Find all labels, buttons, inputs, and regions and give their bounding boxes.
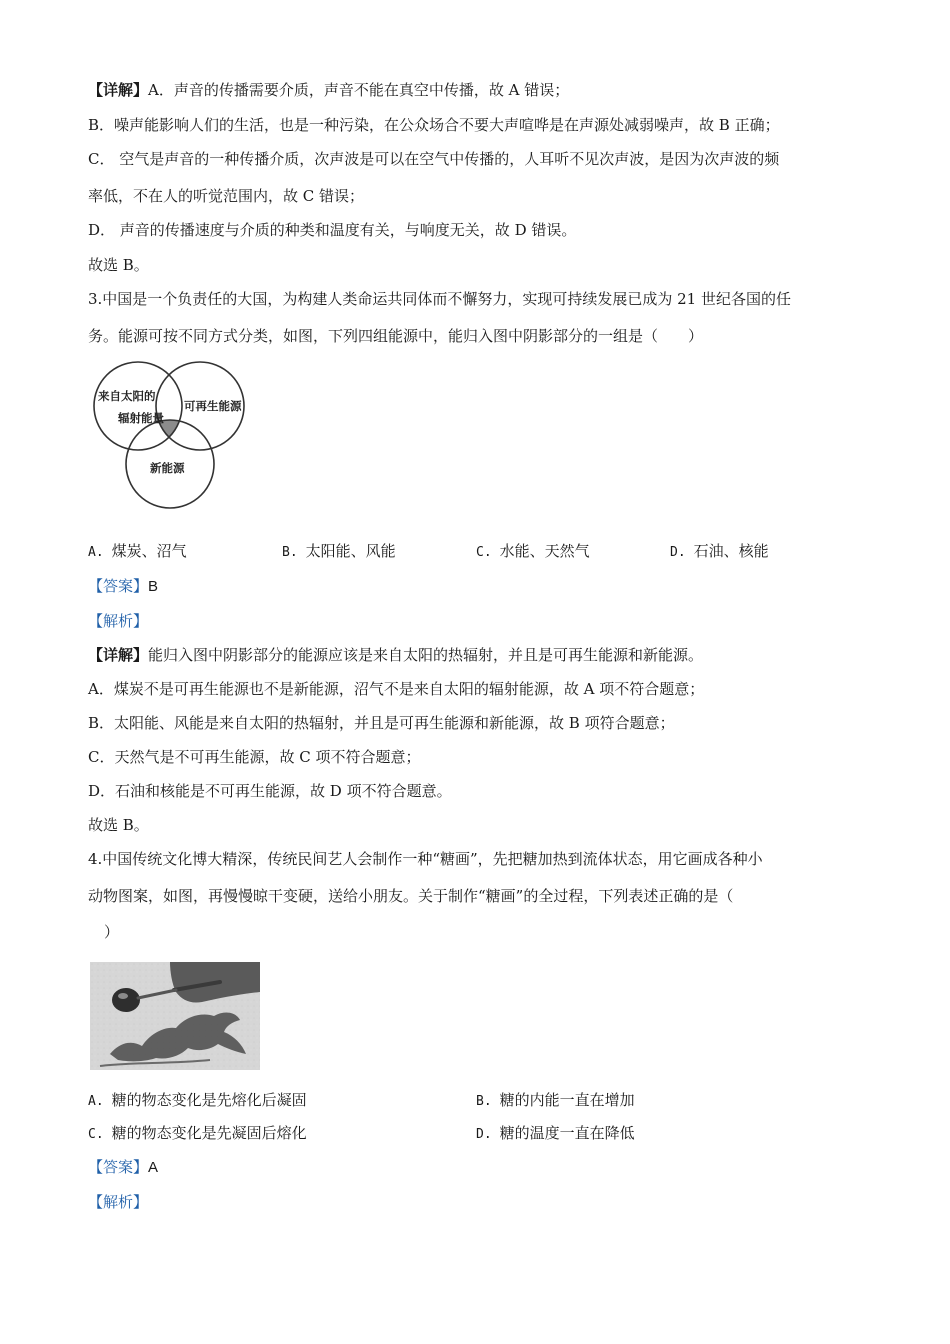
prev-detail-c1: C． 空气是声音的一种传播介质，次声波是可以在空气中传播的，人耳听不见次声波，是因为次声波的频: [88, 150, 780, 168]
detail-tag: 【详解】: [88, 646, 149, 664]
q3-analysis-tag: 【解析】: [88, 612, 149, 630]
option-letter: D.: [670, 545, 686, 560]
option-text: 石油、核能: [693, 542, 769, 560]
q3-option-c[interactable]: [476, 541, 590, 563]
ladle-shape: [112, 988, 140, 1012]
q3-answer: [88, 576, 158, 597]
q3-option-b[interactable]: [282, 541, 396, 563]
q4-option-d[interactable]: [476, 1123, 635, 1145]
option-text: 糖的物态变化是先凝固后熔化: [111, 1124, 307, 1142]
option-letter: A.: [88, 1094, 104, 1109]
option-letter: C.: [476, 545, 492, 560]
q3-stem-line2: 务。能源可按不同方式分类，如图，下列四组能源中，能归入图中阴影部分的一组是（ ）: [88, 327, 704, 345]
venn-label-new: 新能源: [150, 461, 185, 475]
q3-detail-b: B．太阳能、风能是来自太阳的热辐射，并且是可再生能源和新能源，故 B 项符合题意；: [88, 714, 675, 732]
prev-detail-c2: 率低，不在人的听觉范围内，故 C 错误；: [88, 187, 365, 205]
option-text: 糖的物态变化是先熔化后凝固: [111, 1091, 307, 1109]
detail-text: 能归入图中阴影部分的能源应该是来自太阳的热辐射，并且是可再生能源和新能源。: [148, 646, 704, 664]
q4-stem-line2: 动物图案，如图，再慢慢晾干变硬，送给小朋友。关于制作“糖画”的全过程，下列表述正确的是（: [88, 887, 734, 905]
q4-analysis-tag: 【解析】: [88, 1193, 149, 1211]
q3-venn-diagram: [88, 360, 260, 512]
q4-option-c[interactable]: [88, 1123, 307, 1145]
option-letter: B.: [282, 545, 298, 560]
q4-option-b[interactable]: [476, 1090, 635, 1112]
option-letter: A.: [88, 545, 104, 560]
answer-tag: 【答案】: [88, 1158, 149, 1176]
answer-tag: 【答案】: [88, 577, 149, 595]
detail-tag: 【详解】: [88, 81, 149, 99]
q4-sugar-painting-photo: [90, 962, 260, 1070]
q3-option-a[interactable]: [88, 541, 187, 563]
option-text: 糖的内能一直在增加: [499, 1091, 635, 1109]
q3-stem-line1: 3.中国是一个负责任的大国，为构建人类命运共同体而不懈努力，实现可持续发展已成为 21 世纪各国的任: [88, 290, 791, 308]
option-text: 煤炭、沼气: [111, 542, 187, 560]
q3-conclusion: 故选 B。: [88, 816, 149, 834]
prev-detail-d: D． 声音的传播速度与介质的种类和温度有关，与响度无关，故 D 错误。: [88, 221, 577, 239]
q3-detail-d: D．石油和核能是不可再生能源，故 D 项不符合题意。: [88, 782, 452, 800]
q4-stem-line3: ）: [104, 923, 120, 941]
option-letter: D.: [476, 1127, 492, 1142]
prev-detail-a: [88, 80, 569, 100]
q3-detail-c: C．天然气是不可再生能源，故 C 项不符合题意；: [88, 748, 421, 766]
q3-detail-a: A．煤炭不是可再生能源也不是新能源，沼气不是来自太阳的辐射能源，故 A 项不符合题意；: [88, 680, 705, 698]
option-letter: B.: [476, 1094, 492, 1109]
q4-answer: [88, 1157, 158, 1178]
q4-stem-line1: 4.中国传统文化博大精深，传统民间艺人会制作一种“糖画”，先把糖加热到流体状态，用它画成各种小: [88, 850, 763, 868]
option-text: 水能、天然气: [499, 542, 590, 560]
venn-label-solar-2: 辐射能量: [118, 411, 164, 425]
option-text: 太阳能、风能: [305, 542, 396, 560]
detail-a-text: A．声音的传播需要介质，声音不能在真空中传播，故 A 错误；: [148, 81, 570, 99]
q4-option-a[interactable]: [88, 1090, 307, 1112]
option-letter: C.: [88, 1127, 104, 1142]
answer-value: A: [148, 1159, 159, 1176]
venn-label-solar-1: 来自太阳的: [98, 389, 156, 403]
answer-value: B: [148, 578, 159, 595]
q3-option-d[interactable]: [670, 541, 769, 563]
venn-label-renewable: 可再生能源: [184, 399, 242, 413]
q3-detail: [88, 645, 703, 665]
prev-conclusion: 故选 B。: [88, 256, 149, 274]
prev-detail-b: B．噪声能影响人们的生活，也是一种污染，在公众场合不要大声喧哗是在声源处减弱噪声，故 B 正确；: [88, 116, 780, 134]
option-text: 糖的温度一直在降低: [499, 1124, 635, 1142]
